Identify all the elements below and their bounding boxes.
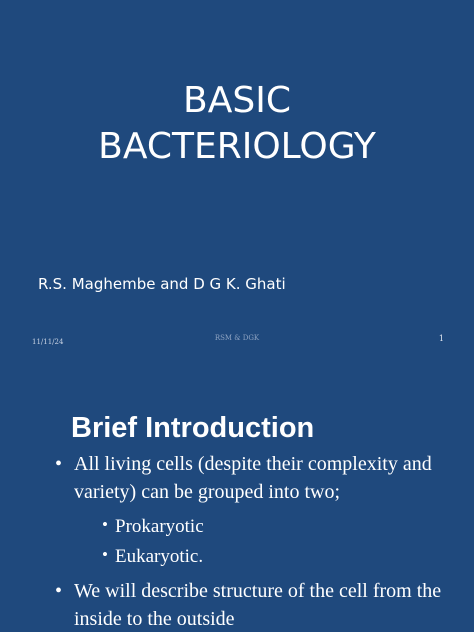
bullet-icon: •: [55, 453, 63, 475]
footer-authors-initials: RSM & DGK: [214, 334, 260, 342]
bullet-list: [0, 450, 474, 632]
bullet-icon: •: [55, 580, 63, 602]
sub-bullet-text: Prokaryotic: [115, 516, 204, 537]
slide-title: [0, 78, 474, 170]
authors-subtitle: R.S. Maghembe and D G K. Ghati: [38, 275, 286, 293]
sub-bullet-text: Eukaryotic.: [115, 546, 204, 567]
page-number: 1: [438, 334, 444, 343]
footer-date: 11/11/24: [32, 338, 64, 346]
sub-bullet-icon: •: [102, 515, 108, 534]
title-line-1: BASIC: [183, 80, 291, 121]
bullet-item-2: [0, 577, 444, 632]
title-line-2: BACTERIOLOGY: [98, 126, 376, 167]
content-slide: [0, 360, 474, 632]
sub-bullet-item-1: [0, 512, 474, 542]
bullet-item-1: [0, 450, 444, 506]
bullet-text: All living cells (despite their complexity and variety) can be grouped into two;: [74, 453, 432, 503]
sub-bullet-item-2: [0, 542, 474, 572]
sub-bullet-icon: •: [102, 545, 108, 564]
bullet-text: We will describe structure of the cell from the inside to the outside: [74, 580, 442, 630]
slide-heading: Brief Introduction: [71, 412, 315, 444]
